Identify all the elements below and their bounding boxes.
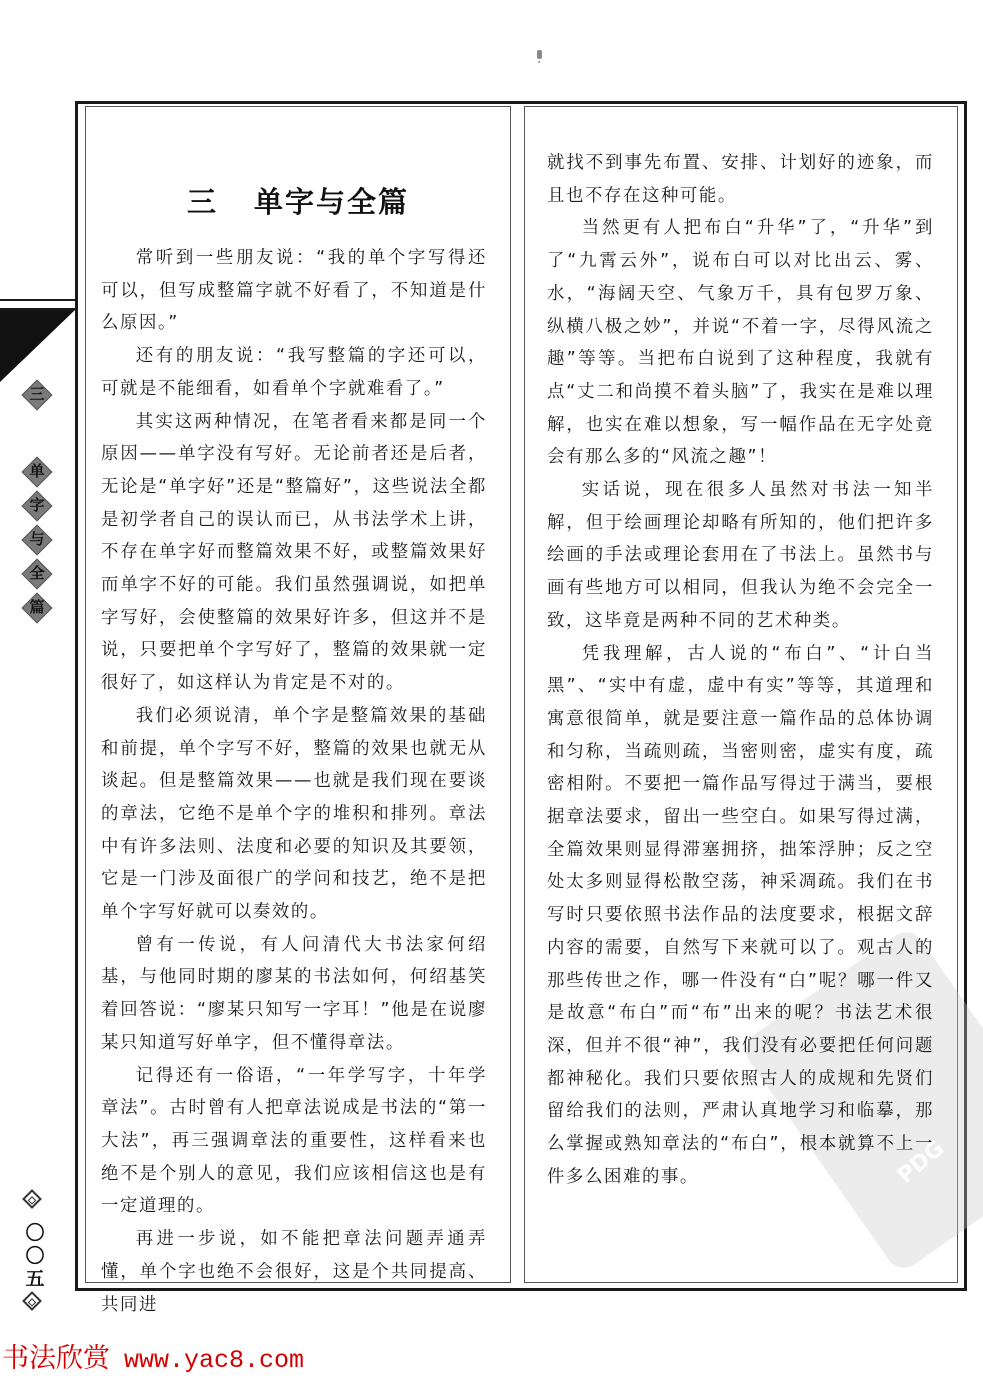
paragraph: 当然更有人把布白“升华”了，“升华”到了“九霄云外”，说布白可以对比出云、雾、水，“海阔天空、气象万千，具有包罗万象、纵横八极之妙”，并说“不着一字，尽得风流之趣”等等。当把布白说到了这种程度，我就有点“丈二和尚摸不着头脑”了，我实在是难以理解，也实在难以想象，写一幅作品在无字处竟会有那么多的“风流之趣”！ bbox=[547, 218, 934, 468]
outline-diamond-icon bbox=[22, 1291, 42, 1311]
left-column-body bbox=[101, 242, 487, 1321]
paragraph: 记得还有一俗语，“一年学写字，十年学章法”。古时曾有人把章法说成是书法的“第一大法”，再三强调章法的重要性，这样看来也绝不是个别人的意见，我们应该相信这也是有一定道理的。 bbox=[101, 1065, 487, 1217]
paragraph-continued: 就找不到事先布置、安排、计划好的迹象，而且也不存在这种可能。 bbox=[547, 153, 934, 206]
margin-chapter-marker: 三 bbox=[29, 385, 45, 403]
site-watermark bbox=[2, 1336, 304, 1375]
chapter-title-text: 单字与全篇 bbox=[254, 185, 410, 219]
margin-title-char: 全 bbox=[29, 564, 45, 582]
outline-diamond-icon bbox=[22, 1189, 42, 1209]
margin-title-char: 篇 bbox=[29, 598, 45, 616]
site-watermark-url: www.yac8.com bbox=[124, 1346, 305, 1375]
chapter-number: 三 bbox=[186, 185, 218, 219]
margin-title-char: 单 bbox=[29, 462, 45, 480]
page-number-char: 〇 bbox=[25, 1245, 45, 1267]
paragraph: 还有的朋友说：“我写整篇的字还可以，可就是不能细看，如看单个字就难看了。” bbox=[101, 346, 487, 399]
paragraph: 我们必须说清，单个字是整篇效果的基础和前提，单个字写不好，整篇的效果也就无从谈起。但是整篇效果——也就是我们现在要谈的章法，它绝不是单个字的堆积和排列。章法中有许多法则、法度和必要的知识及其要领，它是一门涉及面很广的学问和技艺，绝不是把单个字写好就可以奏效的。 bbox=[101, 705, 487, 923]
paragraph: 凭我理解，古人说的“布白”、“计白当黑”、“实中有虚，虚中有实”等等，其道理和寓意很简单，就是要注意一篇作品的总体协调和匀称，当疏则疏，当密则密，虚实有度，疏密相附。不要把一篇作品写得过于满当，要根据章法要求，留出一些空白。如果写得过满，全篇效果则显得滞塞拥挤，拙笨浮肿；反之空处太多则显得松散空荡，神采凋疏。我们在书写时只要依照书法作品的法度要求，根据文辞内容的需要，自然写下来就可以了。观古人的那些传世之作，哪一件没有“白”呢？哪一件又是故意“布白”而“布”出来的呢？书法艺术很深，但并不很“神”，我们没有必要把任何问题都神秘化。我们只要依照古人的成规和先贤们留给我们的法则，严肃认真地学习和临摹，那么掌握或熟知章法的“布白”，根本就算不上一件多么困难的事。 bbox=[547, 643, 934, 1187]
scan-speck bbox=[538, 61, 540, 63]
paragraph: 曾有一传说，有人问清代大书法家何绍基，与他同时期的廖某的书法如何，何绍基笑着回答说：“廖某只知写一字耳！”他是在说廖某只知道写好单字，但不懂得章法。 bbox=[101, 934, 487, 1053]
paragraph: 实话说，现在很多人虽然对书法一知半解，但于绘画理论却略有所知的，他们把许多绘画的手法或理论套用在了书法上。虽然书与画有些地方可以相同，但我认为绝不会完全一致，这毕竟是两种不同的艺术种类。 bbox=[547, 480, 934, 631]
paragraph: 再进一步说，如不能把章法问题弄通弄懂，单个字也绝不会很好，这是个共同提高、共同进 bbox=[101, 1229, 487, 1315]
chapter-title bbox=[85, 180, 511, 221]
margin-title-char: 与 bbox=[29, 530, 45, 548]
paragraph: 常听到一些朋友说：“我的单个字写得还可以，但写成整篇字就不好看了，不知道是什么原因。” bbox=[101, 248, 487, 334]
right-column-body bbox=[547, 147, 934, 1194]
page-number-char: 〇 bbox=[25, 1222, 45, 1244]
paragraph: 其实这两种情况，在笔者看来都是同一个原因——单字没有写好。无论前者还是后者，无论是“单字好”还是“整篇好”，这些说法全都是初学者自己的误认而已，从书法学术上讲，不存在单字好而整篇效果不好，或整篇效果好而单字不好的可能。我们虽然强调说，如把单字写好，会使整篇的效果好许多，但这并不是说，只要把单个字写好了，整篇的效果就一定很好了，如这样认为肯定是不对的。 bbox=[101, 411, 487, 694]
scan-speck bbox=[537, 50, 542, 59]
site-watermark-label: 书法欣赏 bbox=[2, 1343, 110, 1373]
margin-rule bbox=[0, 299, 77, 301]
corner-wedge-decoration bbox=[0, 310, 75, 382]
margin-title-char: 字 bbox=[29, 496, 45, 514]
page-number-char: 五 bbox=[25, 1268, 45, 1290]
seal-watermark-label: PDG bbox=[893, 1136, 950, 1189]
